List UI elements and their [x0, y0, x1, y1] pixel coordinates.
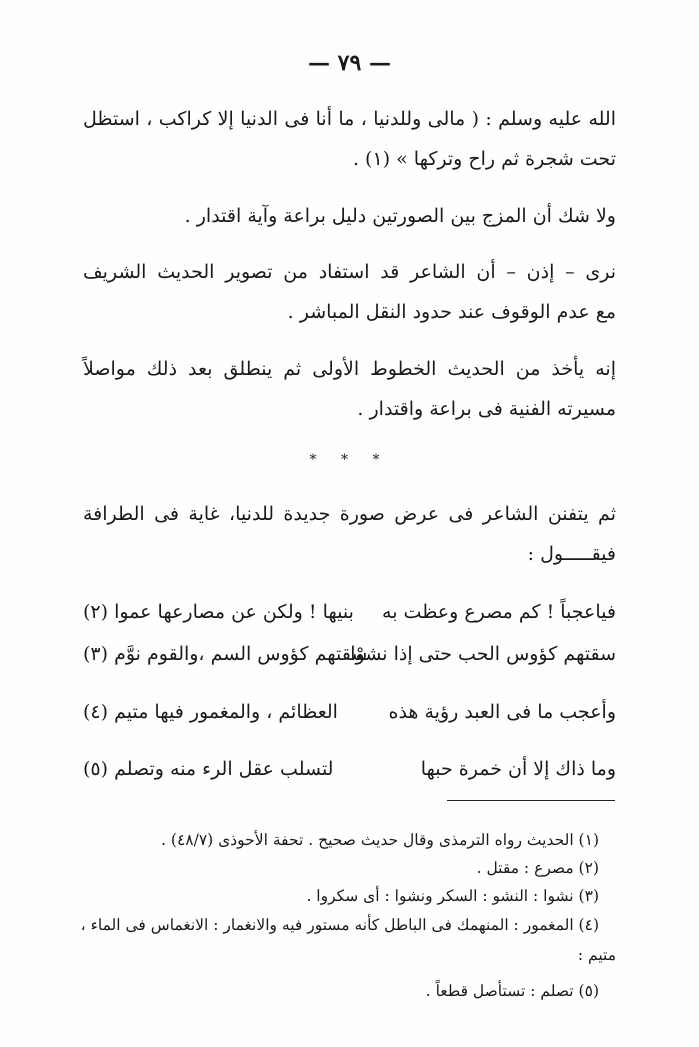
paragraph-line: الله عليه وسلم : ( مالى وللدنيا ، ما أنا فى الدنيا إلا كراكب ، استظل [83, 108, 616, 130]
footnote: (١) الحديث رواه الترمذى وقال حديث صحيح . تحفة الأحوذى (٤٨/٧) . [161, 831, 599, 849]
paragraph-line: نرى – إذن – أن الشاعر قد استفاد من تصوير الحديث الشريف [83, 261, 616, 283]
paragraph-line: تحت شجرة ثم راح وتركها » (١) . [352, 148, 616, 170]
paragraph-line: مع عدم الوقوف عند حدود النقل المباشر . [287, 301, 616, 323]
verse-first-hemistich: فياعجباً ! كم مصرع وعظت به [382, 601, 616, 623]
intro-line: فيقـــــول : [527, 543, 616, 565]
footnote: (٤) المغمور : المنهمك فى الباطل كأنه مستور فيه والانغمار : الانغماس فى الماء ، [80, 916, 599, 934]
verse-first-hemistich: سقتهم كؤوس الحب حتى إذا نشوْا [350, 643, 616, 665]
footnote: (٥) تصلم : تستأصل قطعاً . [425, 982, 599, 1000]
intro-line: ثم يتفنن الشاعر فى عرض صورة جديدة للدنيا، غاية فى الطرافة [83, 503, 616, 525]
footnote-continuation: متيم : [577, 946, 616, 964]
paragraph-line: إنه يأخذ من الحديث الخطوط الأولى ثم ينطلق بعد ذلك مواصلاً [83, 358, 616, 380]
verse-first-hemistich: وما ذاك إلا أن خمرة حبها [420, 758, 616, 780]
section-separator: * * * [309, 452, 390, 468]
footnote: (٣) نشوا : النشو : السكر ونشوا : أى سكروا . [306, 887, 599, 905]
paragraph-line: ولا شك أن المزج بين الصورتين دليل براعة وآية اقتدار . [184, 205, 616, 227]
paragraph-line: مسيرته الفنية فى براعة واقتدار . [357, 398, 616, 420]
verse-second-hemistich: العظائم ، والمغمور فيها متيم (٤) [83, 701, 338, 723]
verse-second-hemistich: لتسلب عقل الرء منه وتصلم (٥) [83, 758, 334, 780]
verse-second-hemistich: بنيها ! ولكن عن مصارعها عموا (٢) [83, 601, 354, 623]
footnote-divider [447, 800, 615, 801]
verse-second-hemistich: سقتهم كؤوس السم ،والقوم نوَّم (٣) [83, 643, 368, 665]
verse-first-hemistich: وأعجب ما فى العبد رؤية هذه [388, 701, 616, 723]
page-number: — ٧٩ — [308, 50, 391, 76]
footnote: (٢) مصرع : مقتل . [476, 859, 599, 877]
